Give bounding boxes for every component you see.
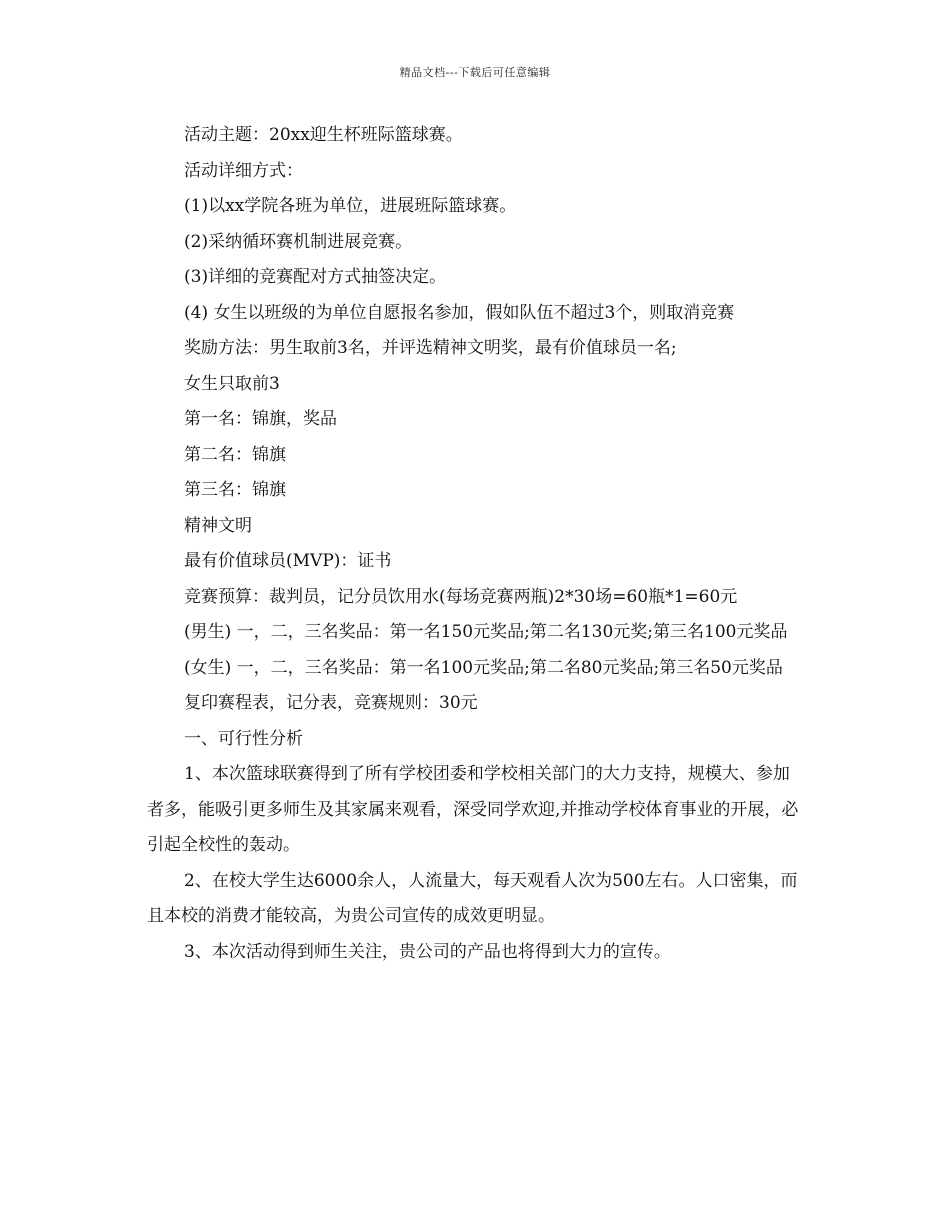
paragraph-feasibility-1: 1、本次篮球联赛得到了所有学校团委和学校相关部门的大力支持，规模大、参加者多，能吸引更多师生及其家属来观看，深受同学欢迎,并推动学校体育事业的开展，必引起全校性的轰动。 [147,764,799,855]
paragraph-method-4: (4) 女生以班级的为单位自愿报名参加，假如队伍不超过3个，则取消竞赛 [184,302,735,323]
paragraph-feasibility-2: 2、在校大学生达6000余人，人流量大，每天观看人次为500左右。人口密集，而且本校的消费才能较高，为贵公司宣传的成效更明显。 [147,870,798,926]
page-header: 精品文档---下载后可任意编辑 [399,66,551,79]
paragraph-method-3: (3)详细的竞赛配对方式抽签决定。 [184,267,447,287]
document-body [147,118,803,970]
paragraph-method-heading: 活动详细方式： [184,160,303,181]
paragraph-theme: 活动主题：20xx迎生杯班际篮球赛。 [184,125,463,145]
paragraph-feasibility-3: 3、本次活动得到师生关注，贵公司的产品也将得到大力的宣传。 [184,941,671,962]
paragraph-method-2: (2)采纳循环赛机制进展竞赛。 [184,231,413,252]
paragraph-third-place: 第三名：锦旗 [184,480,286,500]
paragraph-female-top3: 女生只取前3 [184,373,280,394]
paragraph-method-1: (1)以xx学院各班为单位，进展班际篮球赛。 [184,196,517,216]
paragraph-male-prizes: (男生) 一，二，三名奖品：第一名150元奖品;第二名130元奖;第三名100元奖品 [184,622,788,642]
paragraph-feasibility-heading: 一、可行性分析 [184,728,303,749]
paragraph-budget: 竞赛预算：裁判员，记分员饮用水(每场竞赛两瓶)2*30场=60瓶*1=60元 [184,586,738,607]
paragraph-spirit-award: 精神文明 [184,515,252,536]
paragraph-mvp: 最有价值球员(MVP)：证书 [184,551,392,571]
paragraph-reward-method: 奖励方法：男生取前3名，并评选精神文明奖，最有价值球员一名; [184,338,677,358]
paragraph-printing: 复印赛程表，记分表，竞赛规则：30元 [184,693,478,713]
paragraph-second-place: 第二名：锦旗 [184,444,286,465]
paragraph-first-place: 第一名：锦旗，奖品 [184,409,337,429]
paragraph-female-prizes: (女生) 一，二，三名奖品：第一名100元奖品;第二名80元奖品;第三名50元奖品 [184,657,783,678]
